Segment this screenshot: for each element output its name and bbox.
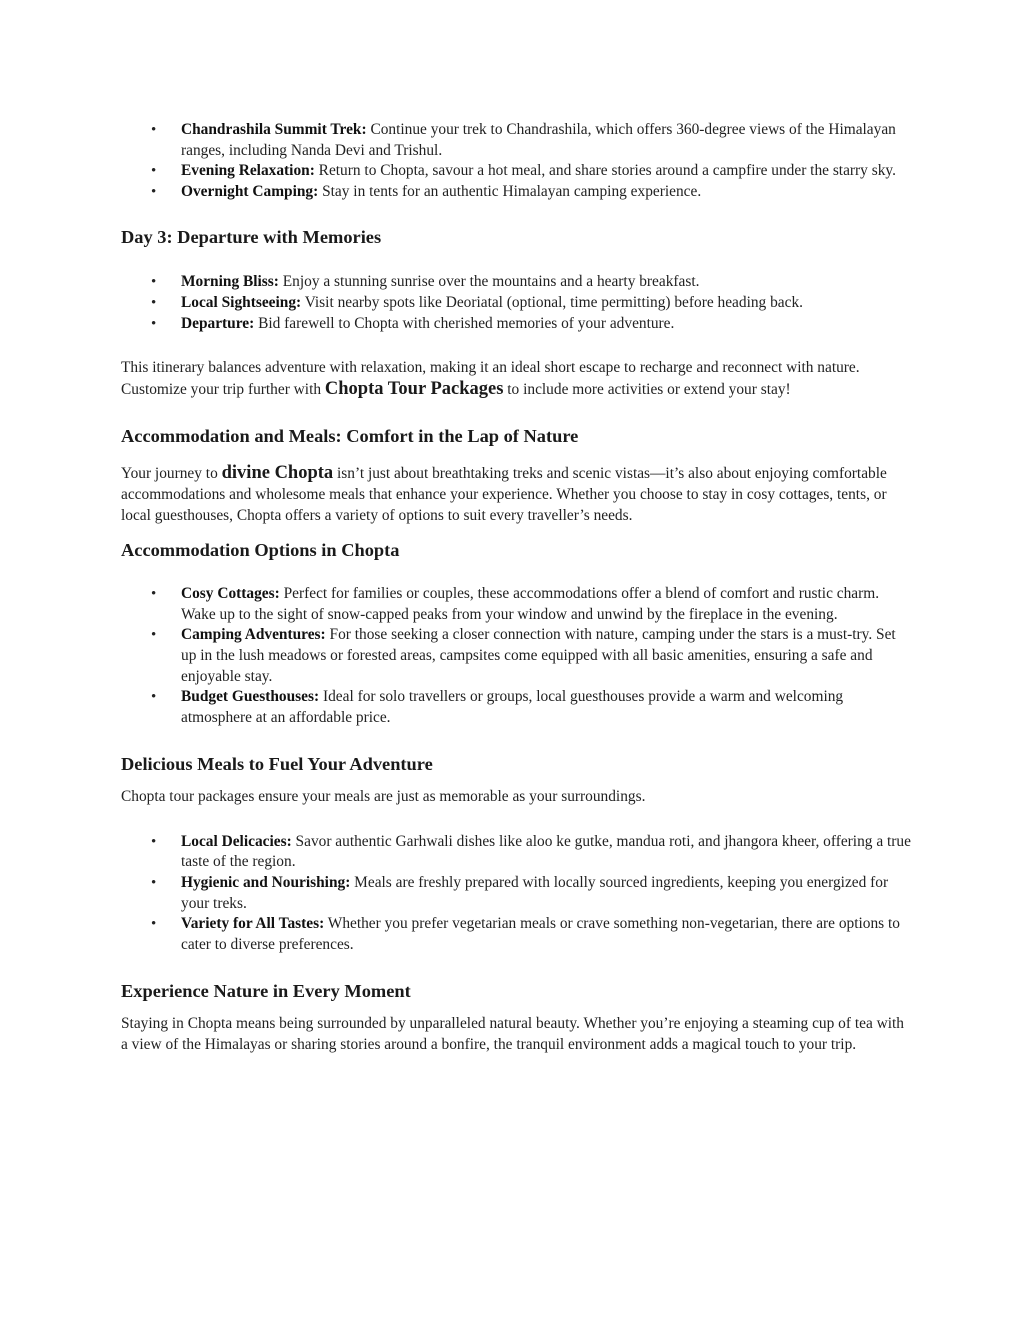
accommodation-meals-heading: Accommodation and Meals: Comfort in the Lap of Nature (121, 426, 579, 447)
accommodation-paragraph (121, 463, 911, 526)
list-item (121, 161, 911, 182)
item-text: Enjoy a stunning sunrise over the mountains and a hearty breakfast. (278, 273, 700, 291)
document-page (121, 120, 911, 1056)
divine-chopta-link[interactable]: divine Chopta (221, 463, 334, 484)
itinerary-paragraph (121, 358, 911, 400)
list-item (121, 293, 911, 314)
item-label: Variety for All Tastes: (181, 915, 325, 933)
item-text: Return to Chopta, savour a hot meal, and share stories around a campfire under the starry sky. (314, 162, 896, 180)
list-item (121, 873, 911, 914)
paragraph-text: Your journey to (121, 465, 222, 483)
day3-activity-list (121, 272, 911, 334)
item-text: Ideal for solo travellers or groups, local guesthouses provide a warm and welcoming atmosphere at an affordable price. (181, 688, 844, 726)
meals-paragraph: Chopta tour packages ensure your meals are just as memorable as your surroundings. (121, 788, 646, 806)
paragraph-text: to include more activities or extend your stay! (503, 380, 791, 398)
day2-activity-list (121, 120, 911, 202)
list-item (121, 625, 911, 687)
chopta-tour-packages-link[interactable]: Chopta Tour Packages (324, 378, 504, 399)
item-label: Evening Relaxation: (181, 162, 315, 180)
meals-list (121, 832, 911, 956)
accommodation-options-heading: Accommodation Options in Chopta (121, 540, 400, 561)
list-item (121, 120, 911, 161)
item-label: Local Delicacies: (181, 832, 292, 850)
item-label: Overnight Camping: (181, 182, 319, 200)
list-item (121, 314, 911, 335)
nature-paragraph: Staying in Chopta means being surrounded by unparalleled natural beauty. Whether you’re enjoying a steaming cup of tea with a view of the Himalayas or sharing stories around a bonfire, the tranquil environment adds a magical touch to your trip. (121, 1015, 904, 1054)
paragraph-text: This itinerary balances adventure with relaxation, making it an ideal short escape to recharge and reconnect with nature. Customize your trip further with (121, 359, 860, 398)
item-text: Perfect for families or couples, these accommodations offer a blend of comfort and rustic charm. Wake up to the sight of snow-capped peaks from your window and unwind by the fireplace in the evening. (181, 585, 880, 623)
item-label: Cosy Cottages: (181, 585, 280, 603)
paragraph-text: isn’t just about breathtaking treks and scenic vistas—it’s also about enjoying comfortable accommodations and wholesome meals that enhance your experience. Whether you choose to stay in cosy cottages, tents, or local guesthouses, Chopta offers a variety of options to suit every traveller’s needs. (121, 465, 887, 524)
item-text: Continue your trek to Chandrashila, which offers 360-degree views of the Himalayan ranges, including Nanda Devi and Trishul. (181, 121, 896, 159)
item-text: Meals are freshly prepared with locally sourced ingredients, keeping you energized for your treks. (181, 874, 889, 912)
list-item (121, 584, 911, 625)
list-item (121, 182, 911, 203)
item-label: Hygienic and Nourishing: (181, 874, 351, 892)
item-text: Savor authentic Garhwali dishes like aloo ke gutke, mandua roti, and jhangora kheer, offering a true taste of the region. (181, 832, 911, 871)
item-text: Whether you prefer vegetarian meals or crave something non-vegetarian, there are options to cater to diverse preferences. (181, 915, 900, 953)
item-label: Morning Bliss: (181, 273, 279, 291)
item-text: For those seeking a closer connection with nature, camping under the stars is a must-try. Set up in the lush meadows or forested areas, campsites come equipped with all basic amenities, ensuring a safe and enjoyable stay. (181, 626, 896, 685)
item-text: Stay in tents for an authentic Himalayan camping experience. (318, 182, 702, 200)
accommodation-options-list (121, 584, 911, 728)
day3-heading: Day 3: Departure with Memories (121, 227, 382, 248)
item-label: Chandrashila Summit Trek: (181, 121, 367, 138)
item-label: Local Sightseeing: (181, 293, 302, 311)
item-text: Visit nearby spots like Deoriatal (optional, time permitting) before heading back. (301, 293, 803, 311)
list-item (121, 832, 911, 873)
item-label: Departure: (181, 314, 255, 332)
item-text: Bid farewell to Chopta with cherished memories of your adventure. (254, 314, 675, 332)
item-label: Camping Adventures: (181, 626, 326, 644)
list-item (121, 272, 911, 293)
meals-heading: Delicious Meals to Fuel Your Adventure (121, 754, 433, 775)
list-item (121, 687, 911, 728)
nature-heading: Experience Nature in Every Moment (121, 981, 411, 1002)
item-label: Budget Guesthouses: (181, 688, 320, 706)
list-item (121, 914, 911, 955)
